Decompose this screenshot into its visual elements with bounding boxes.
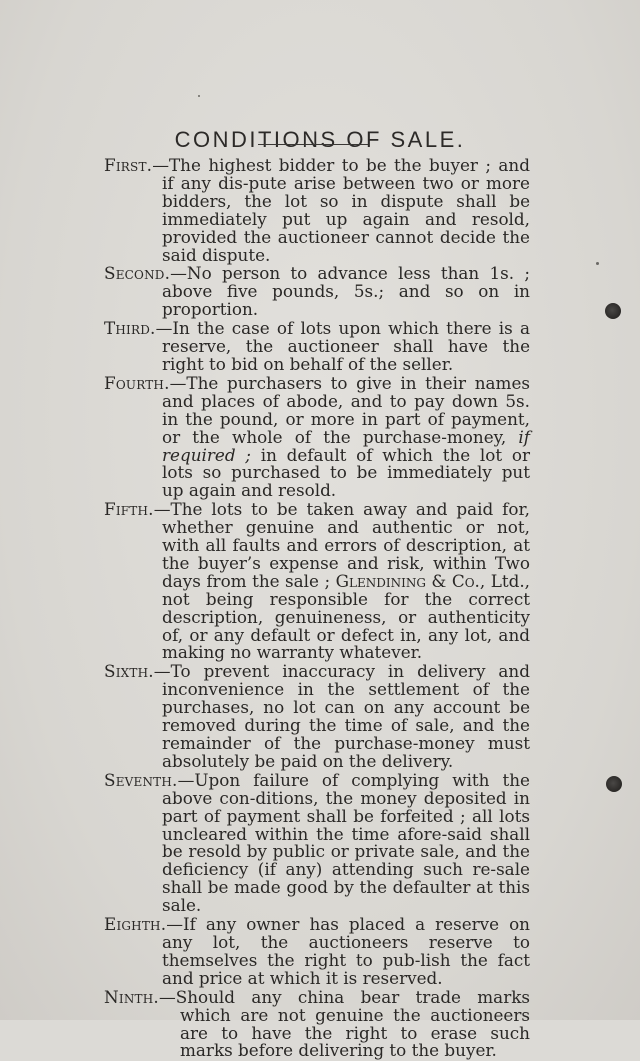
- title-rule: [258, 144, 368, 145]
- condition-text: —In the case of lots upon which there is a reserve, the auctioneer shall have the right to bid on behalf of the seller.: [155, 318, 530, 374]
- condition-text-continued: in default of which the lot or lots so purchased to be immediately put up again and resold.: [162, 444, 530, 501]
- condition-text: —The lots to be taken away and paid for, whether genuine and authentic or not, with all faults and errors of description, at the buyer’s expense and risk, within Two days from the sale ;: [153, 499, 530, 591]
- condition-text: —No person to advance less than 1s. ; above five pounds, 5s.; and so on in proportion.: [162, 263, 530, 320]
- condition-heading: Seventh.: [104, 769, 178, 790]
- condition-text: —Should any china bear trade marks which are not genuine the auctioneers are to have the right to erase such marks before delivering to the buyer.: [158, 986, 530, 1061]
- conditions-list: [104, 157, 530, 1061]
- condition-heading: Second.: [104, 263, 171, 284]
- condition-heading: Fifth.: [104, 499, 154, 520]
- condition-fourth: [104, 372, 530, 501]
- condition-sixth: [104, 663, 530, 770]
- condition-text-continued: , Ltd., not being responsible for the correct description, genuineness, or authenticity of, or any default or defect in, any lot, and making no warranty whatever.: [162, 570, 531, 663]
- condition-text: —The purchasers to give in their names and places of abode, and to pay down 5s. in the pound, or more in part of payment, or the whole of the purchase-money,: [162, 372, 530, 447]
- condition-seventh: [104, 769, 530, 916]
- condition-fifth: [104, 501, 530, 662]
- condition-heading: First.: [104, 155, 153, 175]
- paper-speck: [198, 95, 200, 97]
- binding-hole-lower: [606, 776, 622, 792]
- condition-text: —To prevent inaccuracy in delivery and inconvenience in the settlement of the purchases, no lot can on any account be removed during the time of sale, and the remainder of the purchase-money must absolutely be paid on the delivery.: [153, 661, 530, 771]
- binding-hole-upper: [605, 303, 621, 319]
- condition-second: [104, 265, 530, 319]
- condition-heading: Third.: [104, 318, 156, 339]
- condition-first: [104, 157, 530, 264]
- condition-text: —If any owner has placed a reserve on any lot, the auctioneers reserve to themselves the right to pub-lish the fact and price at which it is reserved.: [162, 914, 530, 988]
- condition-text: —Upon failure of complying with the above con-ditions, the money deposited in part of payment shall be forfeited ; all lots uncleared within the time afore-said shall be resold by public or private sale, and the deficiency (if any) attending such re-sale shall be made good by the defaulter at this sale.: [162, 769, 530, 916]
- condition-ninth: [104, 986, 530, 1061]
- condition-third: [104, 320, 530, 374]
- condition-heading: Ninth.: [104, 986, 159, 1007]
- condition-eighth: [104, 916, 530, 988]
- condition-heading: Sixth.: [104, 661, 154, 682]
- condition-text: —The highest bidder to be the buyer ; and if any dis-pute arise between two or more bidders, the lot so in dispute shall be immediately put up again and resold, provided the auctioneer cannot decide the said dispute.: [152, 155, 530, 265]
- paper-speck: [596, 262, 599, 265]
- firm-name: Glendining & Co.: [335, 570, 480, 591]
- condition-heading: Eighth.: [104, 914, 167, 935]
- condition-heading: Fourth.: [104, 372, 170, 393]
- condition-italic-text: if required ;: [162, 426, 530, 465]
- page-title: CONDITIONS OF SALE.: [174, 126, 466, 152]
